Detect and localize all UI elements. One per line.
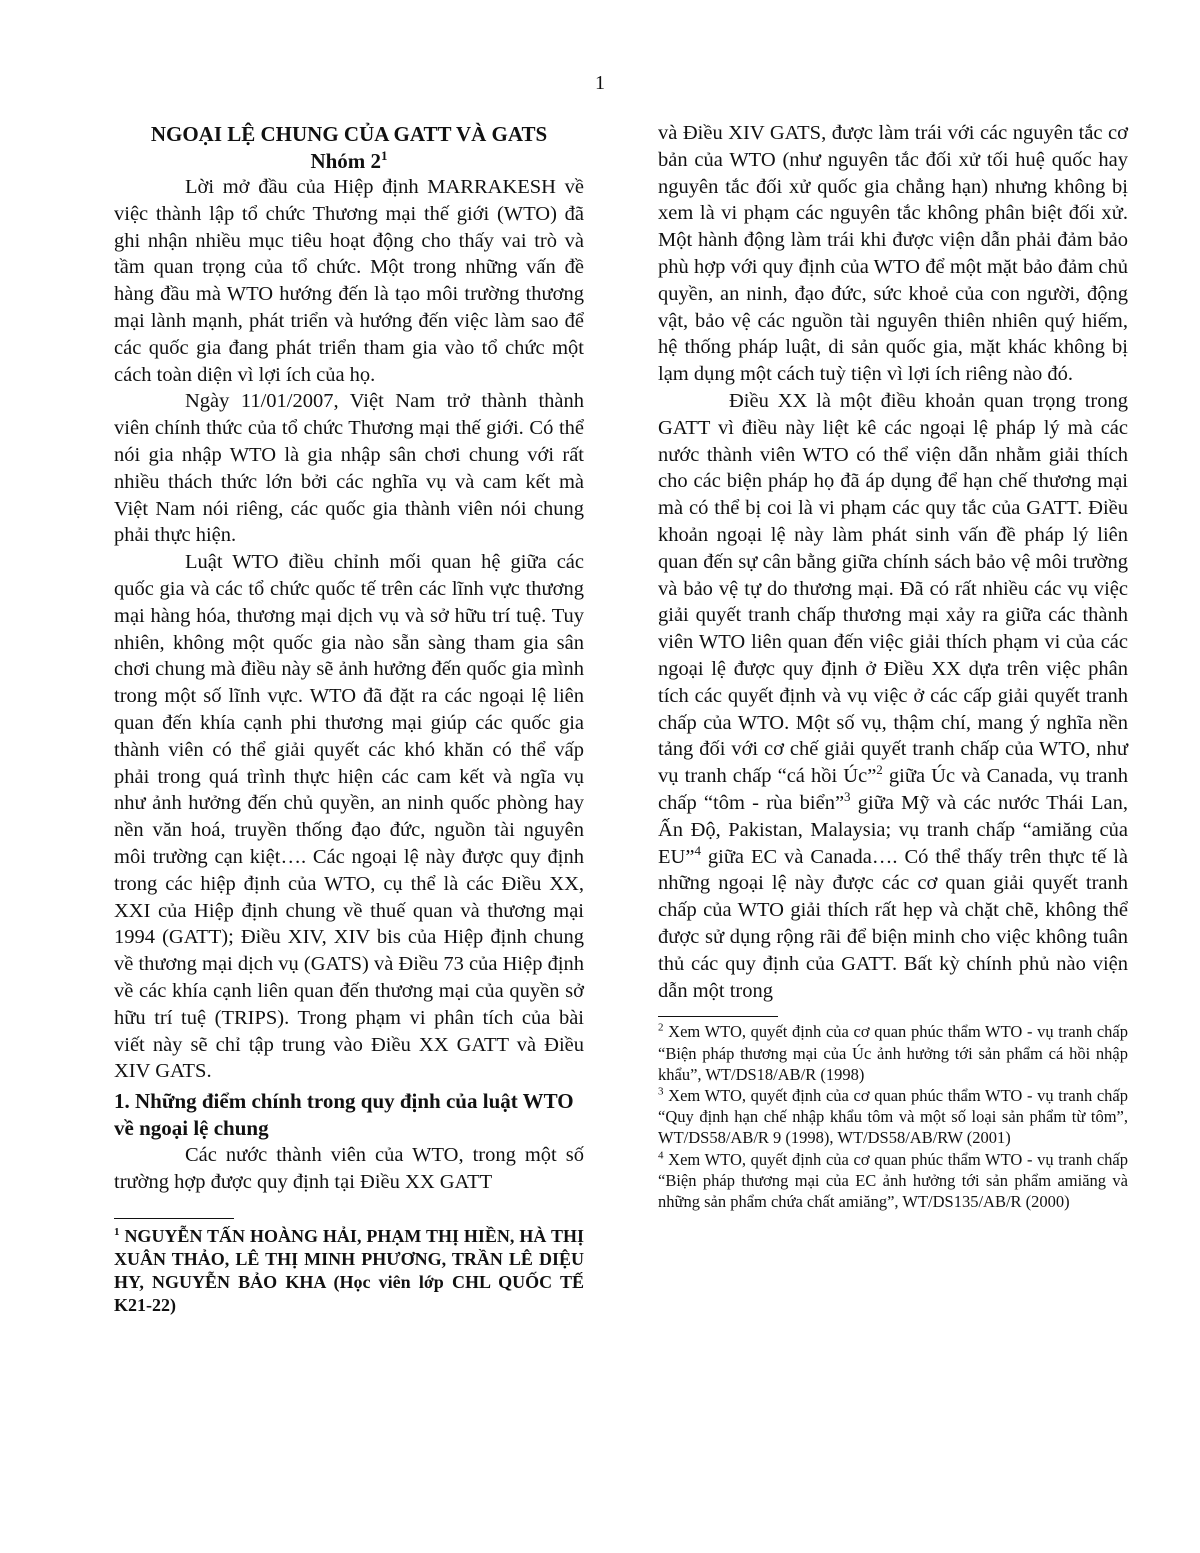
- footnote-marker-2: 2: [876, 762, 883, 778]
- footnote-4-marker: 4: [658, 1149, 664, 1162]
- section-heading-1: 1. Những điểm chính trong quy định của luật WTO về ngoại lệ chung: [114, 1089, 574, 1141]
- footnote-3-text: Xem WTO, quyết định của cơ quan phúc thẩm WTO - vụ tranh chấp “Quy định hạn chế nhập khẩu tôm và một số loại sản phẩm từ tôm”, WT/DS58/AB/R 9 (1998), WT/DS58/AB/RW (2001): [658, 1085, 1128, 1148]
- right-column: [658, 120, 1128, 1212]
- paragraph-member-exceptions: Các nước thành viên của WTO, trong một số trường hợp được quy định tại Điều XX GATT: [114, 1144, 584, 1193]
- footnote-4-text: Xem WTO, quyết định của cơ quan phúc thẩm WTO - vụ tranh chấp “Biện pháp thương mại của EC ảnh hưởng tới sản phẩm amiăng và những sản phẩm chứa chất amiăng”, WT/DS135/AB/R (2000): [658, 1149, 1128, 1211]
- paragraph-article-xx-part-b: giữa Úc và Canada, vụ tranh chấp “tôm - rùa biển”: [658, 765, 1128, 814]
- footnote-3-marker: 3: [658, 1085, 664, 1098]
- document-title: NGOẠI LỆ CHUNG CỦA GATT VÀ GATS: [150, 122, 548, 146]
- page-number: 1: [595, 72, 605, 94]
- footnote-divider-left: [114, 1218, 234, 1219]
- paragraph-article-xx: [658, 388, 1128, 1004]
- footnote-4: [658, 1149, 1128, 1213]
- paragraph-vietnam-accession: Ngày 11/01/2007, Việt Nam trở thành thành viên chính thức của tổ chức Thương mại thế giới. Có thể nói gia nhập WTO là gia nhập sân chơi chung với rất nhiều thách thức lớn bởi các nghĩa vụ và cam kết mà Việt Nam nói riêng, các quốc gia thành viên nói chung phải thực hiện.: [114, 390, 584, 547]
- footnote-1-marker: 1: [114, 1225, 120, 1238]
- paragraph-wto-law: Luật WTO điều chỉnh mối quan hệ giữa các quốc gia và các tổ chức quốc tế trên các lĩnh vực thương mại hàng hóa, thương mại dịch vụ và sở hữu trí tuệ. Tuy nhiên, không một quốc gia nào sẵn sàng tham gia sân chơi chung mà điều này sẽ ảnh hưởng đến quốc gia mình trong một số lĩnh vực. WTO đã đặt ra các ngoại lệ liên quan đến khía cạnh phi thương mại giúp các quốc gia thành viên có thể giải quyết các khó khăn có thể vấp phải trong quá trình thực hiện các cam kết và ngĩa vụ như ảnh hưởng đến chủ quyền, an ninh quốc phòng hay nền văn hoá, truyền thống đạo đức, nguồn tài nguyên môi trường cạn kiệt…. Các ngoại lệ này được quy định trong các hiệp định của WTO, cụ thể là các Điều XX, XXI của Hiệp định chung về thuế quan và thương mại 1994 (GATT); Điều XIV, XIV bis của Hiệp định chung về thương mại dịch vụ (GATS) và Điều 73 của Hiệp định về các khía cạnh liên quan đến thương mại của quyền sở hữu trí tuệ (TRIPS). Trong phạm vi phân tích của bài viết này sẽ chỉ tập trung vào Điều XX GATT và Điều XIV GATS.: [114, 551, 585, 1083]
- paragraph-article-xx-part-c: giữa Mỹ và các nước Thái Lan, Ấn Độ, Pakistan, Malaysia; vụ tranh chấp “amiăng của EU”: [658, 791, 1128, 868]
- footnote-1-text: NGUYỄN TẤN HOÀNG HẢI, PHẠM THỊ HIỀN, HÀ THỊ XUÂN THẢO, LÊ THỊ MINH PHƯƠNG, TRẦN LÊ DIỆU HY, NGUYỄN BẢO KHA (Học viên lớp CHL QUỐC TẾ K21-22): [114, 1225, 584, 1315]
- paragraph-article-xx-part-a: Điều XX là một điều khoản quan trọng trong GATT vì điều này liệt kê các ngoại lệ pháp lý mà các nước thành viên WTO có thể viện dẫn nhằm giải thích cho các biện pháp họ đã áp dụng để hạn chế thương mại mà có thể bị coi là vi phạm các quy tắc của GATT. Điều khoản ngoại lệ này làm phát sinh vấn đề pháp lý liên quan đến sự cân bằng giữa chính sách bảo vệ môi trường và bảo vệ tự do thương mại. Đã có rất nhiều các vụ việc giải quyết tranh chấp thương mại xảy ra giữa các thành viên WTO liên quan đến việc giải thích phạm vi của các ngoại lệ được quy định ở Điều XX dựa trên việc phân tích các quyết định và vụ việc ở các cấp giải quyết tranh chấp của WTO. Một số vụ, thậm chí, mang ý nghĩa nền tảng đối với cơ chế giải quyết tranh chấp của WTO, như vụ tranh chấp “cá hồi Úc”: [658, 389, 1128, 788]
- footnote-marker-1: 1: [381, 148, 388, 163]
- document-subtitle: [114, 148, 584, 174]
- footnote-divider-right: [658, 1016, 778, 1017]
- footnote-marker-3: 3: [844, 789, 851, 805]
- footnote-2-text: Xem WTO, quyết định của cơ quan phúc thẩm WTO - vụ tranh chấp “Biện pháp thương mại của Úc ảnh hưởng tới sản phẩm cá hồi nhập khẩu”, WT/DS18/AB/R (1998): [658, 1022, 1128, 1084]
- footnote-3: [658, 1085, 1128, 1149]
- paragraph-article-xx-part-d: giữa EC và Canada…. Có thể thấy trên thực tế là những ngoại lệ này được các cơ quan giải quyết tranh chấp của WTO giải thích rất hẹp và chặt chẽ, không thể được sử dụng rộng rãi để biện minh cho việc không tuân thủ các quy định của GATT. Bất kỳ chính phủ nào viện dẫn một trong: [658, 845, 1128, 1002]
- footnote-2-marker: 2: [658, 1021, 664, 1034]
- paragraph-member-exceptions-continued: và Điều XIV GATS, được làm trái với các nguyên tắc cơ bản của WTO (như nguyên tắc đối xử tối huệ quốc hay nguyên tắc đối xử quốc gia chẳng hạn) nhưng không bị xem là vi phạm các nguyên tắc không phân biệt đối xử. Một hành động làm trái khi được viện dẫn phải đảm bảo phù hợp với quy định của WTO để một mặt bảo đảm chủ quyền, an ninh, đạo đức, sức khoẻ của con người, động vật, bảo vệ các nguồn tài nguyên thiên nhiên quý hiếm, hệ thống pháp luật, di sản quốc gia, mặt khác không bị lạm dụng một cách tuỳ tiện vì lợi ích riêng nào đó.: [658, 122, 1128, 386]
- footnote-1: [114, 1225, 584, 1317]
- subtitle-text: Nhóm 2: [310, 149, 382, 173]
- paragraph-intro: Lời mở đầu của Hiệp định MARRAKESH về việc thành lập tổ chức Thương mại thế giới (WTO) đã ghi nhận nhiều mục tiêu hoạt động cho thấy vai trò và tầm quan trọng của tổ chức. Một trong những vấn đề hàng đầu mà WTO hướng đến là tạo môi trường thương mại lành mạnh, phát triển và hướng đến việc làm sao để các quốc gia đang phát triển tham gia vào tổ chức một cách toàn diện vì lợi ích của họ.: [114, 176, 584, 386]
- footnote-2: [658, 1021, 1128, 1085]
- footnote-marker-4: 4: [694, 842, 701, 858]
- left-column: [114, 120, 584, 1317]
